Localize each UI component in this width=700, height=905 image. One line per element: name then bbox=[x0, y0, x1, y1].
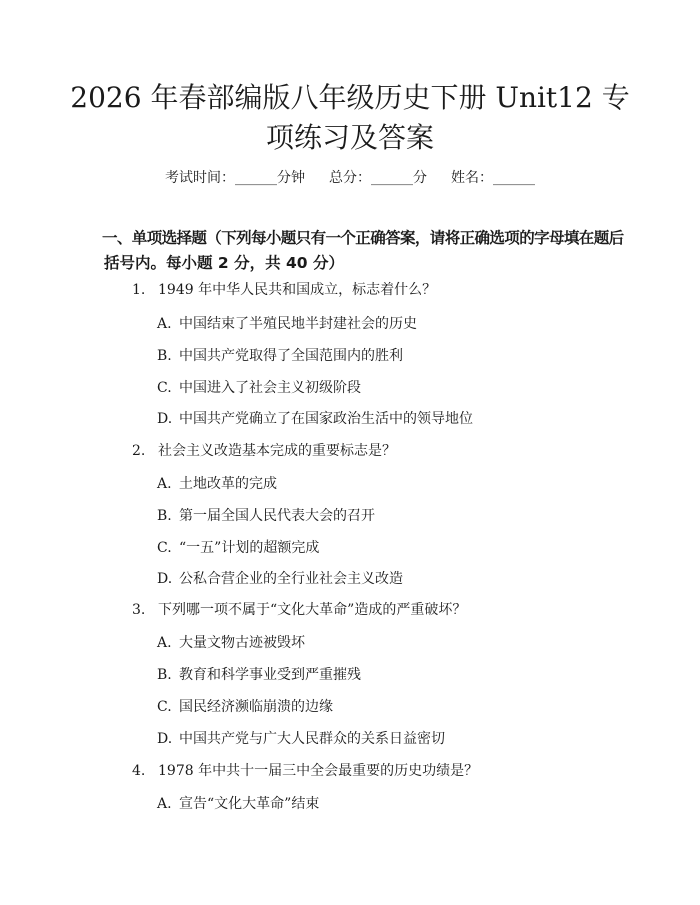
question-text: 下列哪一项不属于“文化大革命”造成的严重破坏？ bbox=[158, 602, 467, 618]
option-letter: D. bbox=[157, 571, 173, 587]
question-2-option-d bbox=[157, 569, 403, 589]
title-line-1: 2026 年春部编版八年级历史下册 Unit12 专 bbox=[70, 81, 630, 114]
option-text: 大量文物古迹被毁坏 bbox=[179, 635, 305, 651]
question-2-option-a bbox=[157, 474, 277, 494]
option-text: 中国结束了半殖民地半封建社会的历史 bbox=[179, 316, 417, 332]
question-3-option-c bbox=[157, 697, 333, 717]
option-text: 第一届全国人民代表大会的召开 bbox=[179, 508, 375, 524]
question-number: 4. bbox=[132, 763, 146, 779]
question-1-option-a bbox=[157, 314, 417, 334]
question-1-option-d bbox=[157, 409, 473, 429]
title-line-2: 项练习及答案 bbox=[265, 121, 434, 154]
question-3-option-b bbox=[157, 665, 361, 685]
option-text: 土地改革的完成 bbox=[179, 476, 277, 492]
option-letter: D. bbox=[157, 411, 173, 427]
student-name-field: 姓名：______ bbox=[451, 170, 535, 186]
question-number: 1. bbox=[132, 282, 146, 298]
option-letter: A. bbox=[157, 476, 172, 492]
question-text: 社会主义改造基本完成的重要标志是？ bbox=[158, 443, 396, 459]
exam-info-line bbox=[0, 168, 700, 188]
section-heading-line-1: 一、单项选择题（下列每小题只有一个正确答案，请将正确选项的字母填在题后 bbox=[102, 229, 624, 247]
option-text: “一五”计划的超额完成 bbox=[179, 540, 320, 556]
option-letter: A. bbox=[157, 796, 172, 812]
question-number: 2. bbox=[132, 443, 146, 459]
question-2-option-c bbox=[157, 538, 319, 558]
option-text: 公私合营企业的全行业社会主义改造 bbox=[179, 571, 403, 587]
total-score-field: 总分：______分 bbox=[329, 170, 427, 186]
section-heading bbox=[102, 226, 624, 276]
question-1-option-b bbox=[157, 346, 403, 366]
option-letter: B. bbox=[157, 667, 172, 683]
question-text: 1978 年中共十一届三中全会最重要的历史功绩是？ bbox=[158, 763, 479, 779]
option-letter: C. bbox=[157, 699, 172, 715]
option-text: 国民经济濒临崩溃的边缘 bbox=[179, 699, 333, 715]
option-text: 教育和科学事业受到严重摧残 bbox=[179, 667, 361, 683]
question-number: 3. bbox=[132, 602, 146, 618]
option-letter: B. bbox=[157, 348, 172, 364]
question-3-option-a bbox=[157, 633, 305, 653]
option-text: 宣告“文化大革命”结束 bbox=[179, 796, 320, 812]
question-text: 1949 年中华人民共和国成立，标志着什么？ bbox=[158, 282, 437, 298]
option-letter: C. bbox=[157, 380, 172, 396]
question-1 bbox=[132, 280, 436, 300]
option-text: 中国进入了社会主义初级阶段 bbox=[179, 380, 361, 396]
question-4 bbox=[132, 761, 478, 781]
option-text: 中国共产党取得了全国范围内的胜利 bbox=[179, 348, 403, 364]
option-letter: D. bbox=[157, 731, 173, 747]
option-text: 中国共产党与广大人民群众的关系日益密切 bbox=[179, 731, 445, 747]
option-letter: C. bbox=[157, 540, 172, 556]
question-3 bbox=[132, 600, 466, 620]
document-title bbox=[70, 78, 630, 158]
section-heading-line-2: 括号内。每小题 2 分，共 40 分） bbox=[104, 254, 344, 272]
question-2-option-b bbox=[157, 506, 375, 526]
question-4-option-a bbox=[157, 794, 319, 814]
question-2 bbox=[132, 441, 396, 461]
exam-time-field: 考试时间：______分钟 bbox=[165, 170, 305, 186]
option-letter: B. bbox=[157, 508, 172, 524]
question-3-option-d bbox=[157, 729, 445, 749]
option-letter: A. bbox=[157, 635, 172, 651]
option-letter: A. bbox=[157, 316, 172, 332]
option-text: 中国共产党确立了在国家政治生活中的领导地位 bbox=[179, 411, 473, 427]
question-1-option-c bbox=[157, 378, 361, 398]
